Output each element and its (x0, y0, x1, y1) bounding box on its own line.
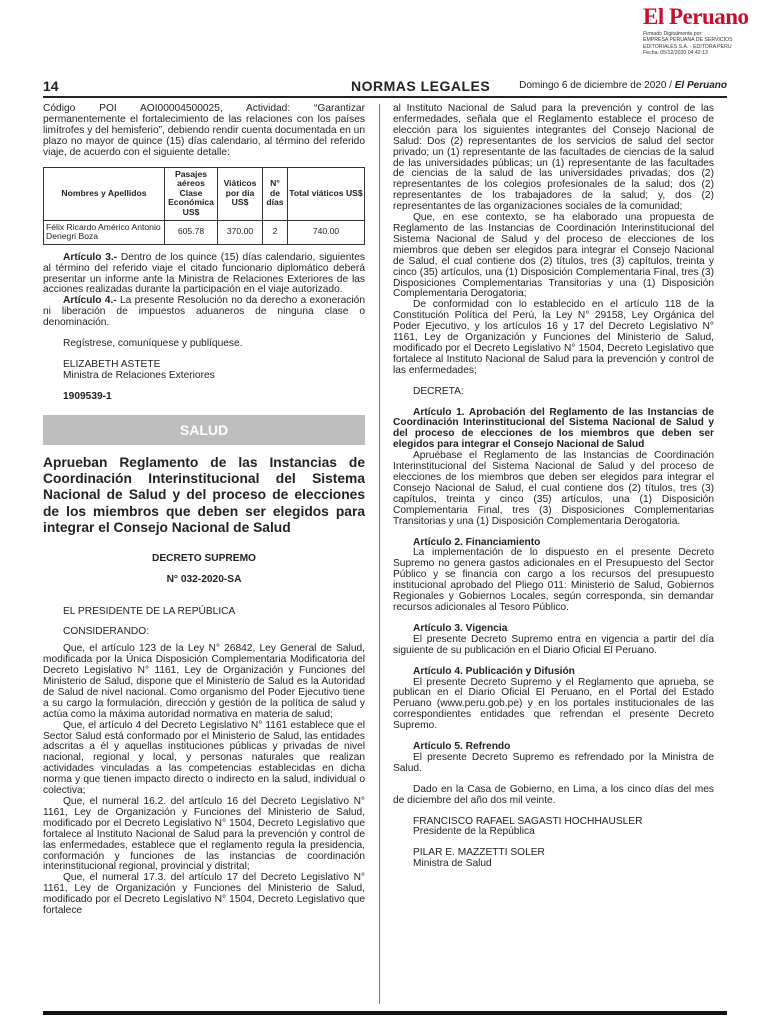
signer-name: PILAR E. MAZZETTI SOLER (413, 847, 545, 859)
article-4-title: Artículo 4. Publicación y Difusión (413, 665, 575, 677)
table-cell: 2 (263, 220, 288, 244)
signer-name: FRANCISCO RAFAEL SAGASTI HOCHHAUSLER (413, 815, 643, 827)
signature-line: EMPRESA PERUANA DE SERVICIOS (643, 37, 733, 44)
article-1-text: Apruébase el Reglamento de las Instancias de Coordinación Interinstitucional del Sistema Nacional de Salud y del proceso de elecciones de los miembros que deben ser elegidos para integrar el Consejo Nacional de Salud, el cual contiene dos (2) títulos, tres (3) capítulos, treinta y cinco (35) artículos, una (1) Disposición Complementaria Final, tres (3) Disposiciones Complementarias Transitorias y una (1) Disposición Complementaria Derogatoria. (393, 450, 714, 527)
signer-role: Presidente de la República (413, 826, 535, 838)
article-3 (43, 253, 365, 297)
right-column (393, 104, 714, 870)
article-2-text: La implementación de lo dispuesto en el presente Decreto Supremo no genera gastos adicionales en el Presupuesto del Sector Público y se financia con cargo a los recursos del presupuesto institucional aprobado del Pliego 011: Ministerio de Salud, Gobiernos Regionales y Gobiernos Locales, según corresponda, sin demandar recursos adicionales al Tesoro Público. (393, 547, 714, 613)
article-3-title: Artículo 3. Vigencia (413, 622, 508, 634)
reference-number: 1909539-1 (63, 390, 112, 402)
bottom-rule (43, 1011, 727, 1015)
paper-name: El Peruano (674, 80, 727, 91)
article-4-text: El presente Decreto Supremo y el Reglamento que aprueba, se publican en el Diario Oficial El Peruano, en el Portal del Estado Peruano (www.peru.gob.pe) y en los portales institucionales de las correspondientes entidades que refrendan el presente Decreto Supremo. (393, 676, 714, 732)
article-text: Dentro de los quince (15) días calendario, siguientes al término del referido viaje el citado funcionario diplomático deberá presentar un informe ante la Ministra de Relaciones Exteriores de las acciones realizadas durante la participación en el viaje autorizado. (43, 251, 365, 296)
considerando-paragraph: Que, en ese contexto, se ha elaborado una propuesta de Reglamento de las Instancias de Coordinación Interinstitucional del Sistema Nacional de Salud y del proceso de elecciones de los miembros que deben ser elegidos para integrar el Consejo Nacional de Salud, el cual contiene dos (2) títulos, tres (3) capítulos, treinta y cinco (35) artículos, una (1) Disposición Complementaria Final, tres (3) Disposiciones Complementarias Transitorias y una (1) Disposición Complementaria Derogatoria; (393, 212, 714, 300)
date-text: Domingo 6 de diciembre de 2020 / (519, 80, 672, 91)
article-label: Artículo 3.- (63, 251, 118, 263)
table-header: Nombres y Apellidos (44, 167, 165, 220)
digital-signature-block (643, 31, 765, 57)
president-heading: EL PRESIDENTE DE LA REPÚBLICA (63, 605, 236, 617)
considerando-paragraph: De conformidad con lo establecido en el artículo 118 de la Constitución Política del Perú, la Ley N° 29158, Ley Orgánica del Poder Ejecutivo, y los artículos 16 y 17 del Decreto Legislativo N° 1161, Ley de Organización y Funciones del Ministerio de Salud, modificado por el Decreto Legislativo N° 1504, Decreto Legislativo que fortalece al Instituto Nacional de Salud para la prevención y control de las enfermedades; (393, 299, 714, 376)
signature-line: EDITORIALES S.A. - EDITORA PERU (643, 43, 732, 50)
article-text: La presente Resolución no da derecho a exoneración ni liberación de impuestos aduaneros de ninguna clase o denominación. (43, 295, 365, 329)
article-2-title: Artículo 2. Financiamiento (413, 536, 541, 548)
table-cell: 370.00 (218, 220, 263, 244)
dado-paragraph: Dado en la Casa de Gobierno, en Lima, a los cinco días del mes de diciembre del año dos mil veinte. (393, 783, 714, 806)
table-header: Pasajes aéreos Clase Económica US$ (165, 167, 218, 220)
table-header: N° de días (263, 167, 288, 220)
decreta-heading: DECRETA: (413, 385, 464, 397)
signer-role: Ministra de Salud (413, 858, 492, 870)
decree-number: N° 032-2020-SA (166, 574, 242, 586)
considerando-paragraph: Que, el artículo 4 del Decreto Legislativo N° 1161 establece que el Sector Salud está conformado por el Ministerio de Salud, las entidades adscritas a él y aquellas instituciones públicas y privadas de nivel nacional, regional y local, y personas naturales que realizan actividades vinculadas a las competencias establecidas en dicha norma y que tienen impacto directo o indirecto en la salud, individual o colectiva; (43, 719, 365, 797)
article-4 (43, 296, 365, 329)
header-date (519, 80, 727, 91)
considerando-paragraph: Que, el numeral 16.2. del artículo 16 del Decreto Legislativo N° 1161, Ley de Organización y Funciones del Ministerio de Salud, modificado por el Decreto Legislativo N° 1504, Decreto Legislativo que fortalece al Instituto Nacional de Salud para la prevención y control de las enfermedades, establece que el reglamento regula la presidencia, conformación y funciones de las instancias de coordinación interinstitucional regional, provincial y distrital; (43, 796, 365, 873)
decree-type: DECRETO SUPREMO (152, 553, 256, 565)
article-3-text: El presente Decreto Supremo entra en vigencia a partir del día siguiente de su publicación en el Diario Oficial El Peruano. (393, 633, 714, 656)
article-5-title: Artículo 5. Refrendo (413, 741, 511, 753)
closing-formula: Regístrese, comuníquese y publíquese. (63, 338, 243, 350)
considerando-paragraph: al Instituto Nacional de Salud para la prevención y control de las enfermedades, señala que el Reglamento establece el proceso de elección para los siguientes integrantes del Consejo Nacional de Salud: Dos (2) representantes de los servicios de salud del sector privado; un (1) representante de las facultades de ciencias de la salud de las universidades públicas; un (1) representante de las facultades de ciencias de la salud de las universidades privadas; dos (2) representantes de los colegios profesionales de la salud; dos (2) representantes de los trabajadores de la salud; y, dos (2) representantes de las organizaciones sociales de la comunidad; (393, 103, 714, 213)
column-divider (379, 104, 380, 1004)
considerando-heading: CONSIDERANDO: (63, 626, 150, 638)
page-header (43, 78, 727, 98)
decree-title: Aprueban Reglamento de las Instancias de Coordinación Interinstitucional del Sistema Nacional de Salud y del proceso de elecciones de los miembros que deben ser elegidos para integrar el Consejo Nacional de Salud (43, 454, 365, 535)
section-banner: SALUD (43, 415, 365, 445)
signature-line: Fecha: 05/12/2020 04:42:13 (643, 50, 708, 57)
travel-expenses-table (43, 167, 365, 245)
left-column (43, 104, 365, 917)
table-header: Total viáticos US$ (288, 167, 365, 220)
table-cell: 605.78 (165, 220, 218, 244)
table-cell: 740.00 (288, 220, 365, 244)
signer-name: ELIZABETH ASTETE (63, 358, 161, 370)
signature-line: Firmado Digitalmente por: (643, 31, 703, 37)
el-peruano-logo: El Peruano (643, 4, 749, 29)
table-row (44, 220, 365, 244)
considerando-paragraph: Que, el numeral 17.3. del artículo 17 del Decreto Legislativo N° 1161, Ley de Organización y Funciones del Ministerio de Salud, modificado por el Decreto Legislativo N° 1504, Decreto Legislativo que fortalece (43, 872, 365, 917)
article-5-text: El presente Decreto Supremo es refrendado por la Ministra de Salud. (393, 751, 714, 774)
table-cell: Félix Ricardo Américo Antonio Denegri Boza (44, 220, 165, 244)
article-label: Artículo 4.- (63, 295, 117, 307)
considerando-paragraph: Que, el artículo 123 de la Ley N° 26842, Ley General de Salud, modificada por la Única Disposición Complementaria Modificatoria del Decreto Legislativo N° 1161, Ley de Organización y Funciones del Ministerio de Salud, dispone que el Ministerio de Salud es la Autoridad de Salud de nivel nacional. Como organismo del Poder Ejecutivo tiene a su cargo la formulación, dirección y gestión de la política de salud y actúa como la máxima autoridad normativa en materia de salud; (43, 643, 365, 720)
intro-paragraph: Código POI AOI00004500025, Actividad: “Garantizar permanentemente el fortalecimiento de las relaciones con los países limítrofes y del hemisferio”, debiendo rendir cuenta documentada en un plazo no mayor de quince (15) días calendario, al término del referido viaje, de acuerdo con el siguiente detalle: (43, 103, 365, 158)
section-title: NORMAS LEGALES (351, 78, 491, 94)
signer-role: Ministra de Relaciones Exteriores (63, 369, 215, 381)
page-number: 14 (43, 78, 59, 94)
table-header: Viáticos por día US$ (218, 167, 263, 220)
article-1-title: Artículo 1. Aprobación del Reglamento de las Instancias de Coordinación Interinstitucional del Sistema Nacional de Salud y del proceso de elecciones de los miembros que deben ser elegidos para integrar el Consejo Nacional de Salud (393, 406, 714, 451)
